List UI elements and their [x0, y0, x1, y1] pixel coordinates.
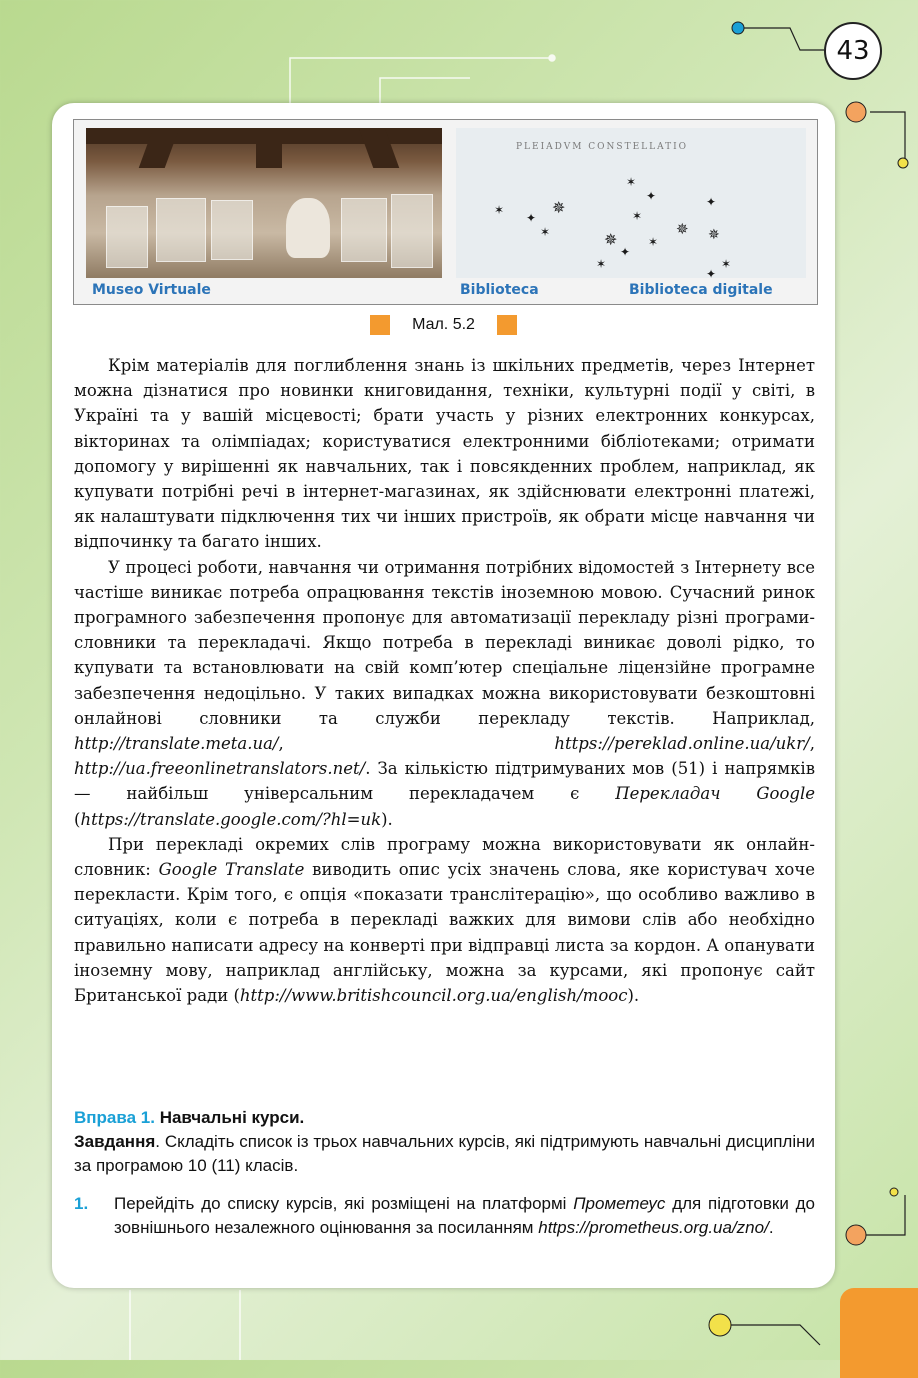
label-museo-virtuale: Museo Virtuale: [92, 282, 211, 298]
exercise-task: Завдання. Складіть список із трьох навчальних курсів, які підтримують навчальні дисципліни за програмою 10 (11) класів.: [74, 1132, 815, 1175]
caption-text: Мал. 5.2: [412, 316, 475, 334]
figure-image: [73, 119, 818, 305]
figure-caption: [52, 315, 835, 335]
paragraph-3: При перекладі окремих слів програму можна використовувати як онлайн-словник: Google Translate виводить опис усіх значень слова, яке користувач хоче перекласти. Крім того, є опція «показати транслітерацію», що особливо важливо в ситуаціях, коли є потреба в перекладі важких для вимови слів або необхідно правильно написати адресу на конверті при відправці листа за кордон. А опанувати іноземну мову, наприклад англійську, можна за курсами, які пропонує сайт Британської ради (http://www.britishcouncil.org.ua/english/mooc).: [74, 834, 815, 1006]
exercise-step-1: [74, 1192, 815, 1240]
figure-label-strip: [74, 278, 817, 304]
pleiades-title: PLEIADVM CONSTELLATIO: [516, 142, 689, 152]
museum-photo: [86, 128, 442, 278]
body-text: [74, 353, 815, 1008]
paragraph-2: У процесі роботи, навчання чи отримання потрібних відомостей з Інтернету все частіше виникає потреба опрацювання текстів іноземною мовою. Сучасний ринок програмного забезпечення пропонує для автоматизації перекладу різні програми-словники та перекладачі. Якщо потреба в перекладі виникає доволі рідко, то купувати та встановлювати на свій комп’ютер спеціальне ліцензійне програмне забезпечення недоцільно. У таких випадках можна використовувати безкоштовні онлайнові словники та служби перекладу текстів. Наприклад, http://translate.meta.ua/, https://pereklad.online.ua/ukr/, http://ua.freeonlinetranslators.net/. За кількістю підтримуваних мов (51) і напрямків — найбільш універсальним перекладачем є Перекладач Google (https://translate.google.com/?hl=uk).: [74, 557, 815, 829]
google-translate-name: Перекладач Google: [615, 784, 815, 804]
link-freeonlinetranslators[interactable]: http://ua.freeonlinetranslators.net/: [74, 759, 366, 779]
content-card: [52, 103, 835, 1288]
step-number: 1.: [74, 1194, 89, 1213]
label-biblioteca: Biblioteca: [460, 282, 539, 298]
caption-marker-left: [370, 315, 390, 335]
google-translate-term: Google Translate: [158, 860, 305, 880]
link-pereklad-online[interactable]: https://pereklad.online.ua/ukr/: [554, 734, 810, 754]
corner-tab: [840, 1288, 918, 1378]
link-translate-meta[interactable]: http://translate.meta.ua/: [74, 734, 279, 754]
link-translate-google[interactable]: https://translate.google.com/?hl=uk: [80, 809, 382, 829]
link-britishcouncil[interactable]: http://www.britishcouncil.org.ua/english/mooc: [239, 986, 628, 1006]
step-text: Перейдіть до списку курсів, які розміщені на платформі Прометеус для підготовки до зовнішнього незалежного оцінювання за посиланням https://prometheus.org.ua/zno/.: [114, 1194, 815, 1237]
exercise-title: Вправа 1. Навчальні курси.: [74, 1108, 305, 1127]
link-prometheus[interactable]: https://prometheus.org.ua/zno/: [538, 1218, 769, 1237]
exercise-block: [74, 1106, 815, 1240]
caption-marker-right: [497, 315, 517, 335]
label-biblioteca-digitale: Biblioteca digitale: [629, 282, 773, 298]
paragraph-1: Крім матеріалів для поглиблення знань із шкільних предметів, через Інтернет можна дізнатися про новинки книговидання, техніки, культурні події у світі, в Україні та у вашій місцевості; брати участь у різних електронних конкурсах, вікторинах та олімпіадах; користуватися електронними бібліотеками; отримати допомогу у вирішенні як навчальних, так і повсякденних проблем, наприклад, як купувати потрібні речі в інтернет-магазинах, як здійснювати електронні платежі, як налаштувати підключення тих чи інших пристроїв, як обрати місце навчання чи відпочинку та багато інших.: [74, 356, 815, 552]
pleiades-map: PLEIADVM CONSTELLATIO ✶ ✦ ✶ ✵ ✦ ✦ ✶ ✵ ✶ ✵ ✵ ✶ ✦ ✶ ✶ ✦: [456, 128, 806, 278]
page-number: 43: [824, 22, 882, 80]
